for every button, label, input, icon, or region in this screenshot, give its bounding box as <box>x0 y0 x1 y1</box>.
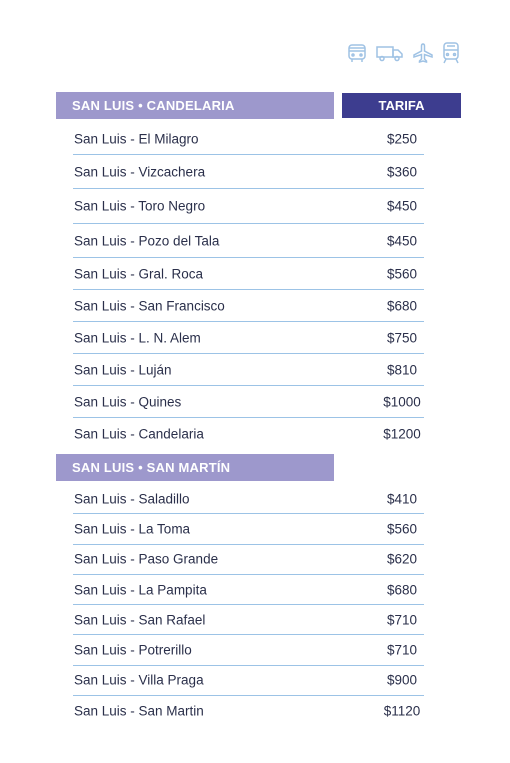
route-name: San Luis - Candelaria <box>74 426 204 442</box>
fare-price: $710 <box>386 612 418 628</box>
fare-price: $450 <box>386 233 418 248</box>
transport-icons <box>346 42 460 64</box>
route-name: San Luis - Paso Grande <box>74 551 219 567</box>
table-row <box>73 545 424 575</box>
bus-icon <box>346 43 368 63</box>
fare-price: $710 <box>386 642 418 658</box>
route-name: San Luis - L. N. Alem <box>74 330 201 345</box>
route-name: San Luis - Toro Negro <box>74 198 206 214</box>
fare-price: $1120 <box>383 703 421 719</box>
train-icon <box>442 42 460 64</box>
route-name: San Luis - El Milagro <box>74 131 199 146</box>
fare-price: $1200 <box>383 426 421 442</box>
route-name: San Luis - Vizcachera <box>74 164 206 179</box>
table-row <box>73 189 424 224</box>
truck-icon <box>376 44 404 62</box>
fare-price: $450 <box>386 198 418 214</box>
table-row <box>73 635 424 665</box>
table-row <box>73 666 424 696</box>
fare-price: $360 <box>386 164 418 179</box>
table-row <box>73 155 424 189</box>
route-name: San Luis - San Rafael <box>74 612 206 628</box>
table-row <box>73 123 424 155</box>
fare-price: $410 <box>386 491 418 507</box>
fare-price: $750 <box>386 330 418 345</box>
section-header-san-martin: SAN LUIS • SAN MARTÍN <box>56 454 334 481</box>
section-header-candelaria: SAN LUIS • CANDELARIA <box>56 92 334 119</box>
route-name: San Luis - Villa Praga <box>74 672 204 688</box>
route-name: San Luis - San Francisco <box>74 298 225 313</box>
airplane-icon <box>412 43 434 63</box>
fare-price: $810 <box>386 362 418 377</box>
fare-price: $680 <box>386 298 418 313</box>
tarifa-header: TARIFA <box>342 93 461 118</box>
route-name: San Luis - Luján <box>74 362 172 377</box>
fare-price: $1000 <box>383 394 421 409</box>
route-name: San Luis - Quines <box>74 394 182 409</box>
route-name: San Luis - La Toma <box>74 521 191 537</box>
fare-price: $560 <box>386 521 418 537</box>
fare-price: $250 <box>386 131 418 146</box>
route-name: San Luis - Potrerillo <box>74 642 192 658</box>
fare-price: $900 <box>386 672 418 688</box>
table-row <box>73 418 424 450</box>
fare-table-candelaria <box>73 123 424 450</box>
fare-price: $680 <box>386 582 418 598</box>
route-name: San Luis - Gral. Roca <box>74 266 204 281</box>
route-name: San Luis - Pozo del Tala <box>74 233 220 248</box>
fare-table-san-martin <box>73 484 424 726</box>
fare-price: $620 <box>386 551 418 567</box>
table-row <box>73 484 424 514</box>
table-row <box>73 696 424 726</box>
table-row <box>73 258 424 290</box>
table-row <box>73 575 424 605</box>
table-row <box>73 290 424 322</box>
route-name: San Luis - Saladillo <box>74 491 190 507</box>
fare-price: $560 <box>386 266 418 281</box>
table-row <box>73 224 424 258</box>
table-row <box>73 386 424 418</box>
route-name: San Luis - San Martin <box>74 703 204 719</box>
table-row <box>73 605 424 635</box>
table-row <box>73 322 424 354</box>
table-row <box>73 354 424 386</box>
table-row <box>73 514 424 544</box>
route-name: San Luis - La Pampita <box>74 582 207 598</box>
